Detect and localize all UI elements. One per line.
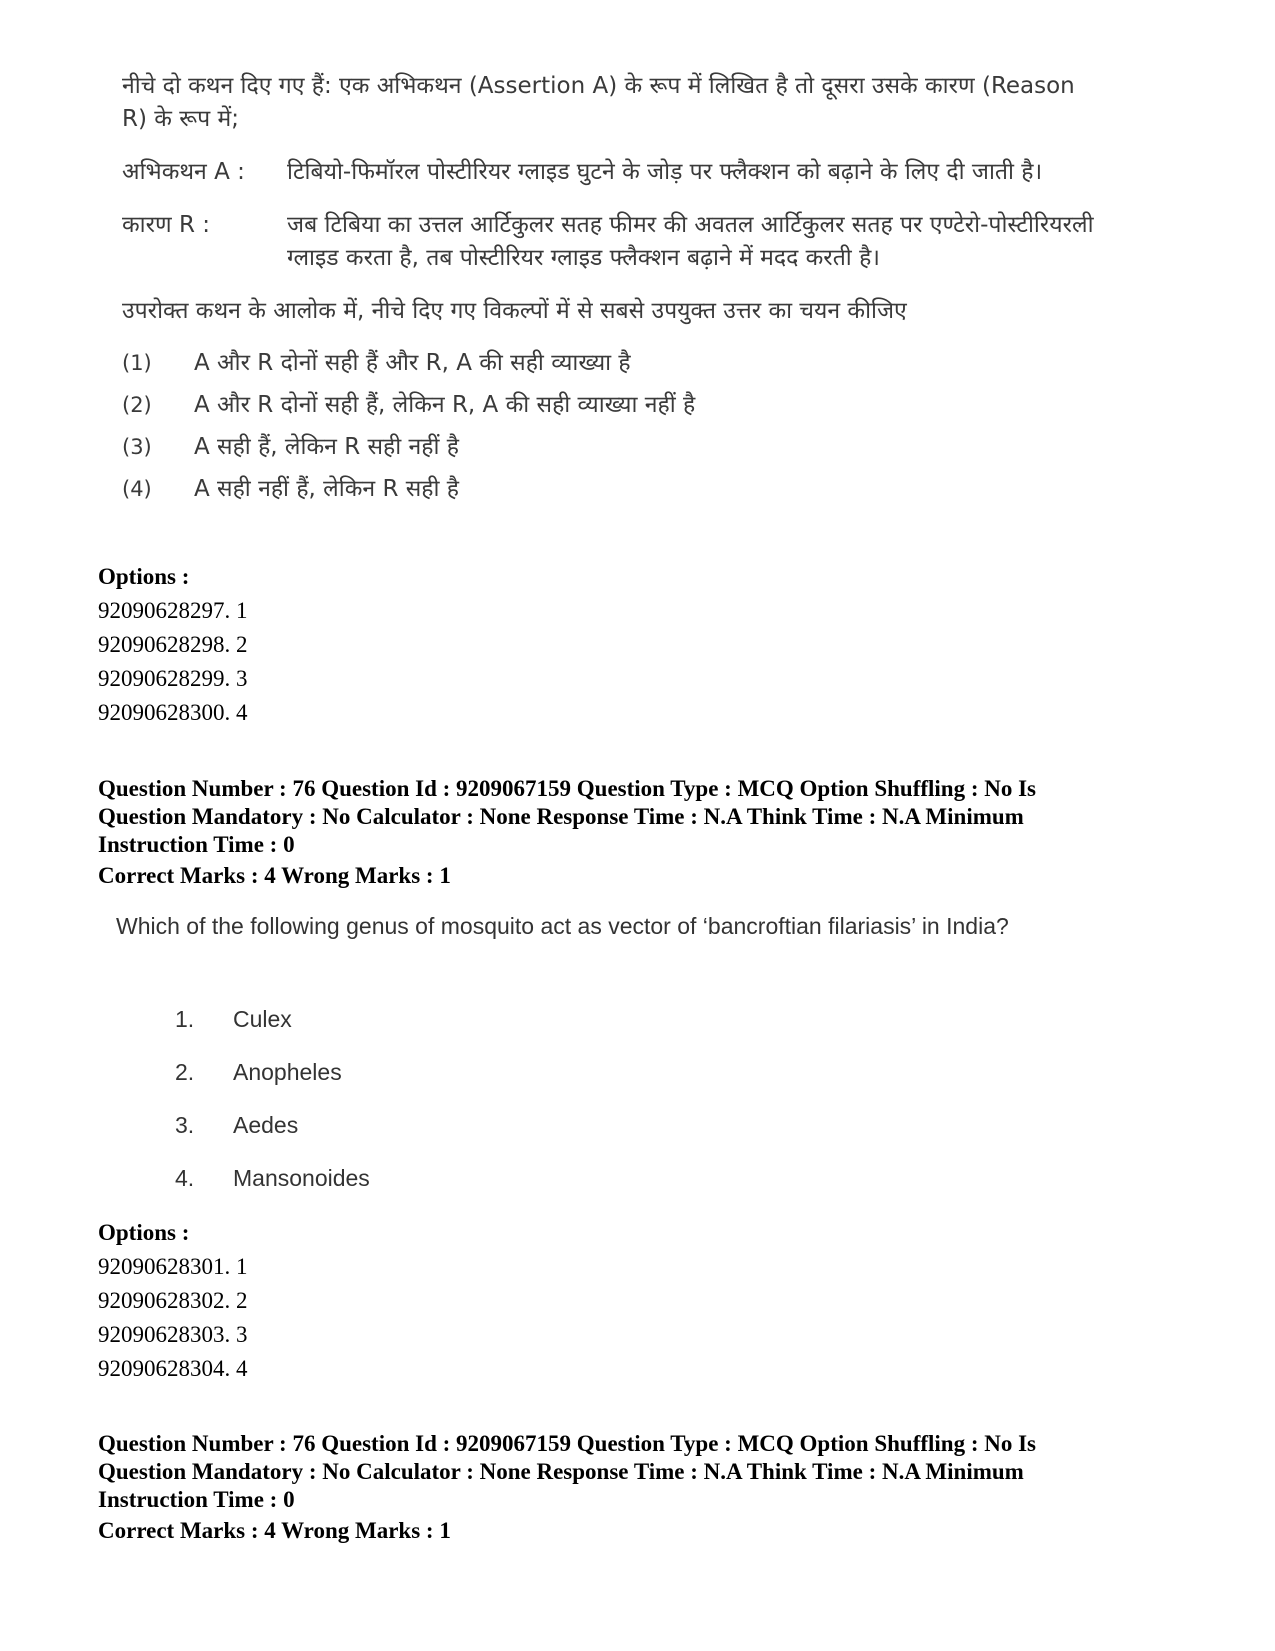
option-id: 92090628304. 4: [98, 1356, 248, 1381]
choice-number: 4.: [175, 1165, 195, 1191]
option-id: 92090628297. 1: [98, 598, 248, 623]
choice-text: Anopheles: [233, 1059, 342, 1085]
question-meta: Question Number : 76 Question Id : 9209067159 Question Type : MCQ Option Shuffling : No Is Question Mandatory : No Calculator : None Response Time : N.A Think Time : N.A Minimum Instruction Time : 0: [98, 1431, 1037, 1512]
option-id: 92090628299. 3: [98, 666, 248, 691]
question-choice: [175, 1152, 370, 1205]
reason-text: जब टिबिया का उत्तल आर्टिकुलर सतह फीमर की अवतल आर्टिकुलर सतह पर एण्टेरो-पोस्टीरियरली ग्लाइड करता है, तब पोस्टीरियर ग्लाइड फ्लैक्शन बढ़ाने में मदद करती है।: [287, 212, 1094, 271]
reason-row: [122, 209, 1102, 275]
hindi-choice: [122, 342, 1102, 384]
hindi-choice-text: A सही नहीं हैं, लेकिन R सही है: [194, 475, 459, 502]
choice-number: 1.: [175, 1006, 195, 1032]
hindi-choice: [122, 384, 1102, 426]
hindi-choice-text: A और R दोनों सही हैं, लेकिन R, A की सही व्याख्या नहीं है: [194, 391, 696, 418]
hindi-choice-number: (2): [122, 392, 152, 417]
option-id: 92090628303. 3: [98, 1322, 248, 1347]
hindi-choice: [122, 468, 1102, 510]
hindi-choice-text: A और R दोनों सही हैं और R, A की सही व्याख्या है: [194, 349, 631, 376]
option-id: 92090628300. 4: [98, 700, 248, 725]
option-id: 92090628298. 2: [98, 632, 248, 657]
question-choice: [175, 1046, 370, 1099]
question-marks: Correct Marks : 4 Wrong Marks : 1: [98, 1518, 451, 1543]
hindi-choice-number: (4): [122, 476, 152, 501]
hindi-question: [122, 70, 1102, 510]
choice-text: Mansonoides: [233, 1165, 370, 1191]
question-choice: [175, 993, 370, 1046]
hindi-question-intro: नीचे दो कथन दिए गए हैं: एक अभिकथन (Assertion A) के रूप में लिखित है तो दूसरा उसके कारण (Reason R) के रूप में;: [122, 73, 1075, 132]
question-meta: Question Number : 76 Question Id : 9209067159 Question Type : MCQ Option Shuffling : No Is Question Mandatory : No Calculator : None Response Time : N.A Think Time : N.A Minimum Instruction Time : 0: [98, 776, 1037, 857]
option-id: 92090628301. 1: [98, 1254, 248, 1279]
hindi-instruction: उपरोक्त कथन के आलोक में, नीचे दिए गए विकल्पों में से सबसे उपयुक्त उत्तर का चयन कीजिए: [122, 298, 907, 324]
options-list: [98, 560, 248, 730]
choice-number: 3.: [175, 1112, 195, 1138]
choice-number: 2.: [175, 1059, 195, 1085]
hindi-choice-text: A सही हैं, लेकिन R सही नहीं है: [194, 433, 459, 460]
assertion-label: अभिकथन A :: [122, 159, 245, 185]
assertion-text: टिबियो-फिमॉरल पोस्टीरियर ग्लाइड घुटने के जोड़ पर फ्लैक्शन को बढ़ाने के लिए दी जाती है।: [287, 159, 1043, 185]
question-choices: [175, 993, 370, 1205]
reason-label: कारण R :: [122, 212, 211, 238]
question-marks: Correct Marks : 4 Wrong Marks : 1: [98, 863, 451, 888]
question-choice: [175, 1099, 370, 1152]
choice-text: Aedes: [233, 1112, 299, 1138]
option-id: 92090628302. 2: [98, 1288, 248, 1313]
options-heading: Options :: [98, 1220, 190, 1245]
assertion-row: [122, 156, 1102, 189]
hindi-choice: [122, 426, 1102, 468]
hindi-choice-number: (1): [122, 350, 152, 375]
choice-text: Culex: [233, 1006, 292, 1032]
options-heading: Options :: [98, 564, 190, 589]
hindi-choice-number: (3): [122, 434, 152, 459]
options-list: [98, 1216, 248, 1386]
question-text: Which of the following genus of mosquito act as vector of ‘bancroftian filariasis’ in India?: [116, 913, 1009, 939]
